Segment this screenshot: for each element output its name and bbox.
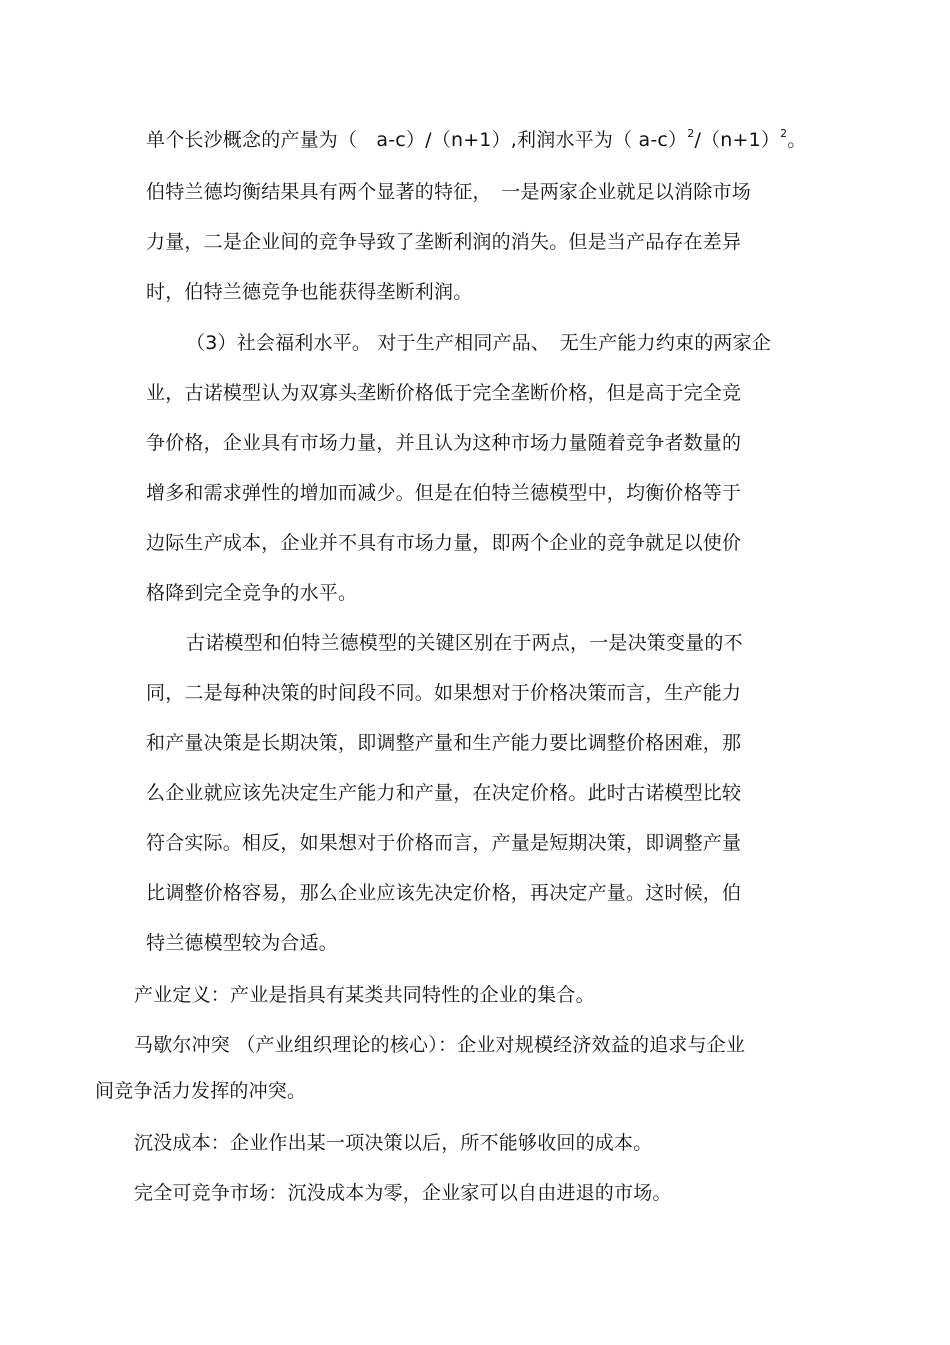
paragraph-line: 时，伯特兰德竞争也能获得垄断利润。 — [146, 281, 473, 303]
paragraph-line: 同，二是每种决策的时间段不同。如果想对于价格决策而言，生产能力 — [146, 682, 742, 704]
paragraph-line: 伯特兰德均衡结果具有两个显著的特征， 一是两家企业就足以消除市场 — [146, 181, 751, 203]
paragraph-line: 符合实际。相反，如果想对于价格而言，产量是短期决策，即调整产量 — [146, 832, 742, 854]
paragraph-line: 增多和需求弹性的增加而减少。但是在伯特兰德模型中，均衡价格等于 — [146, 482, 742, 504]
superscript: 2 — [780, 127, 788, 140]
paragraph-line: 么企业就应该先决定生产能力和产量，在决定价格。此时古诺模型比较 — [146, 782, 742, 804]
definition-sunk-cost: 沉没成本：企业作出某一项决策以后，所不能够收回的成本。 — [134, 1132, 653, 1154]
paragraph-line: 古诺模型和伯特兰德模型的关键区别在于两点，一是决策变量的不 — [186, 632, 743, 654]
definition-marshall-conflict: 马歇尔冲突 （产业组织理论的核心）：企业对规模经济效益的追求与企业 — [134, 1034, 746, 1056]
text-span: 。 — [787, 129, 807, 151]
paragraph-line: 和产量决策是长期决策，即调整产量和生产能力要比调整价格困难，那 — [146, 732, 742, 754]
text-span: 单个长沙概念的产量为（ a-c）/（n+1）,利润水平为（ a-c） — [146, 129, 688, 151]
paragraph-line: 比调整价格容易，那么企业应该先决定价格，再决定产量。这时候，伯 — [146, 882, 742, 904]
definition-contestable-market: 完全可竞争市场：沉没成本为零，企业家可以自由进退的市场。 — [134, 1182, 672, 1204]
definition-marshall-conflict-cont: 间竞争活力发挥的冲突。 — [95, 1080, 307, 1102]
paragraph-line: 争价格，企业具有市场力量，并且认为这种市场力量随着竞争者数量的 — [146, 432, 742, 454]
paragraph-line: 格降到完全竞争的水平。 — [146, 582, 358, 604]
paragraph-line: 边际生产成本，企业并不具有市场力量，即两个企业的竞争就足以使价 — [146, 532, 742, 554]
paragraph-line: 特兰德模型较为合适。 — [146, 932, 339, 954]
definition-industry: 产业定义：产业是指具有某类共同特性的企业的集合。 — [134, 984, 595, 1006]
paragraph-line — [146, 128, 807, 152]
paragraph-line: （3）社会福利水平。 对于生产相同产品、 无生产能力约束的两家企 — [186, 332, 772, 354]
paragraph-line: 力量，二是企业间的竞争导致了垄断利润的消失。但是当产品存在差异 — [146, 231, 742, 253]
superscript: 2 — [687, 127, 695, 140]
paragraph-line: 业，古诺模型认为双寡头垄断价格低于完全垄断价格，但是高于完全竞 — [146, 382, 742, 404]
text-span: /（n+1） — [694, 129, 781, 151]
